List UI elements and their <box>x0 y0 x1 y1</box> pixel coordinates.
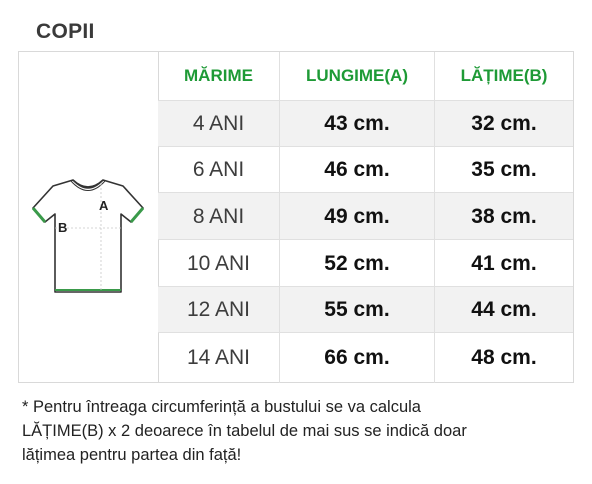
table-row <box>158 100 573 147</box>
size-value: 6 ANI <box>192 158 245 181</box>
table-row <box>158 146 573 193</box>
size-value: 10 ANI <box>186 251 251 275</box>
width-value: 35 cm. <box>471 158 537 181</box>
size-value: 8 ANI <box>192 204 245 228</box>
width-value: 38 cm. <box>471 204 537 228</box>
header-length: LUNGIME(A) <box>306 66 408 85</box>
note-line-1: * Pentru întreaga circumferință a bustului se va calcula <box>22 398 421 416</box>
tshirt-diagram <box>27 172 149 302</box>
tshirt-image-cell <box>19 52 159 382</box>
header-size: MĂRIME <box>184 66 253 85</box>
table-row <box>158 192 573 240</box>
length-value: 49 cm. <box>324 204 390 228</box>
size-chart-table <box>18 51 574 383</box>
size-value: 14 ANI <box>186 346 251 369</box>
length-value: 52 cm. <box>324 251 390 275</box>
measurement-note <box>22 395 582 467</box>
header-row <box>158 52 573 100</box>
header-width: LĂȚIME(B) <box>460 66 548 85</box>
width-value: 41 cm. <box>471 251 537 275</box>
note-line-2: LĂȚIME(B) x 2 deoarece în tabelul de mai sus se indică doar <box>22 422 467 440</box>
width-value: 32 cm. <box>471 112 537 135</box>
label-b: B <box>58 220 68 235</box>
label-a: A <box>99 198 109 213</box>
table-row <box>158 239 573 287</box>
page-title: COPII <box>36 20 95 43</box>
size-value: 12 ANI <box>186 298 251 321</box>
width-value: 48 cm. <box>471 346 537 369</box>
length-value: 46 cm. <box>324 158 390 181</box>
length-value: 43 cm. <box>324 112 390 135</box>
note-line-3: lățimea pentru partea din față! <box>22 446 242 464</box>
table-row <box>158 286 573 333</box>
length-value: 66 cm. <box>324 346 390 369</box>
width-value: 44 cm. <box>471 298 537 321</box>
size-grid <box>158 52 573 382</box>
table-row <box>158 332 573 383</box>
length-value: 55 cm. <box>324 298 390 321</box>
size-value: 4 ANI <box>192 112 245 135</box>
